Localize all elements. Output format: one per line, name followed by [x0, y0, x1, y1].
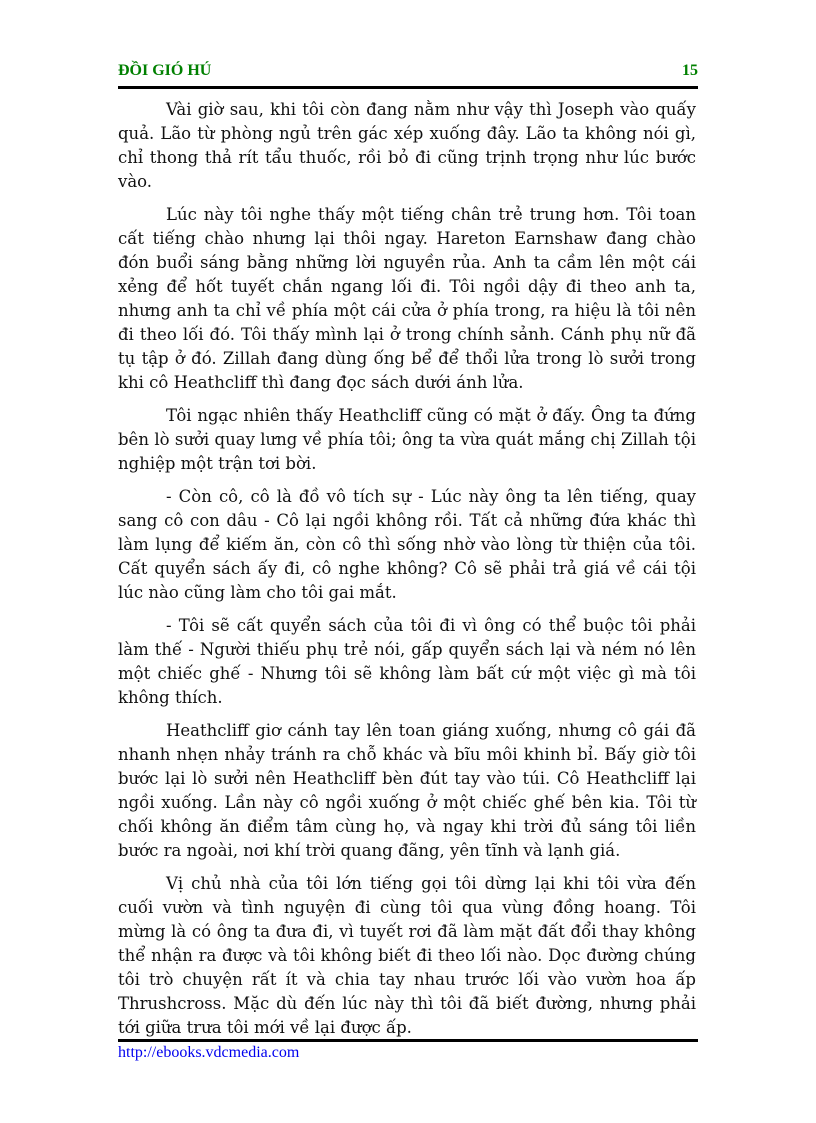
- paragraph: Heathcliff giơ cánh tay lên toan giáng xuống, nhưng cô gái đã nhanh nhẹn nhảy tránh ra chỗ khác và bĩu môi khinh bỉ. Bấy giờ tôi bước lại lò sưởi nên Heathcliff bèn đút tay vào túi. Cô Heathcliff lại ngồi xuống. Lần này cô ngồi xuống ở một chiếc ghế bên kia. Tôi từ chối không ăn điểm tâm cùng họ, và ngay khi trời đủ sáng tôi liền bước ra ngoài, nơi khí trời quang đãng, yên tĩnh và lạnh giá.: [118, 721, 696, 860]
- paragraph: Vài giờ sau, khi tôi còn đang nằm như vậy thì Joseph vào quấy quả. Lão từ phòng ngủ trên gác xép xuống đây. Lão ta không nói gì, chỉ thong thả rít tẩu thuốc, rồi bỏ đi cũng trịnh trọng như lúc bước vào.: [118, 100, 696, 191]
- page-header: [118, 62, 698, 88]
- page-number: 15: [682, 62, 698, 79]
- paragraph: Vị chủ nhà của tôi lớn tiếng gọi tôi dừng lại khi tôi vừa đến cuối vườn và tình nguyện đi cùng tôi qua vùng đồng hoang. Tôi mừng là có ông ta đưa đi, vì tuyết rơi đã làm mặt đất đổi thay không thể nhận ra được và tôi không biết đi theo lối nào. Dọc đường chúng tôi trò chuyện rất ít và chia tay nhau trước lối vào vườn hoa ấp Thrushcross. Mặc dù đến lúc này thì tôi đã biết đường, nhưng phải tới giữa trưa tôi mới về lại được ấp.: [118, 874, 696, 1037]
- page-body: [118, 98, 696, 1049]
- paragraph: Tôi ngạc nhiên thấy Heathcliff cũng có mặt ở đấy. Ông ta đứng bên lò sưởi quay lưng về phía tôi; ông ta vừa quát mắng chị Zillah tội nghiệp một trận tơi bời.: [118, 406, 696, 473]
- header-divider: [118, 86, 698, 89]
- paragraph: Lúc này tôi nghe thấy một tiếng chân trẻ trung hơn. Tôi toan cất tiếng chào nhưng lại thôi ngay. Hareton Earnshaw đang chào đón buổi sáng bằng những lời nguyền rủa. Anh ta cầm lên một cái xẻng để hốt tuyết chắn ngang lối đi. Tôi ngồi dậy đi theo anh ta, nhưng anh ta chỉ về phía một cái cửa ở phía trong, ra hiệu là tôi nên đi theo lối đó. Tôi thấy mình lại ở trong chính sảnh. Cánh phụ nữ đã tụ tập ở đó. Zillah đang dùng ống bể để thổi lửa trong lò sưởi trong khi cô Heathcliff thì đang đọc sách dưới ánh lửa.: [118, 205, 696, 392]
- footer-divider: [118, 1039, 698, 1042]
- book-title: ĐỒI GIÓ HÚ: [118, 62, 212, 79]
- footer-website-link[interactable]: http://ebooks.vdcmedia.com: [118, 1044, 300, 1061]
- paragraph: - Tôi sẽ cất quyển sách của tôi đi vì ông có thể buộc tôi phải làm thế - Người thiếu phụ trẻ nói, gấp quyển sách lại và ném nó lên một chiếc ghế - Nhưng tôi sẽ không làm bất cứ một việc gì mà tôi không thích.: [118, 616, 696, 707]
- paragraph: - Còn cô, cô là đồ vô tích sự - Lúc này ông ta lên tiếng, quay sang cô con dâu - Cô lại ngồi không rồi. Tất cả những đứa khác thì làm lụng để kiếm ăn, còn cô thì sống nhờ vào lòng từ thiện của tôi. Cất quyển sách ấy đi, cô nghe không? Cô sẽ phải trả giá về cái tội lúc nào cũng làm cho tôi gai mắt.: [118, 487, 696, 602]
